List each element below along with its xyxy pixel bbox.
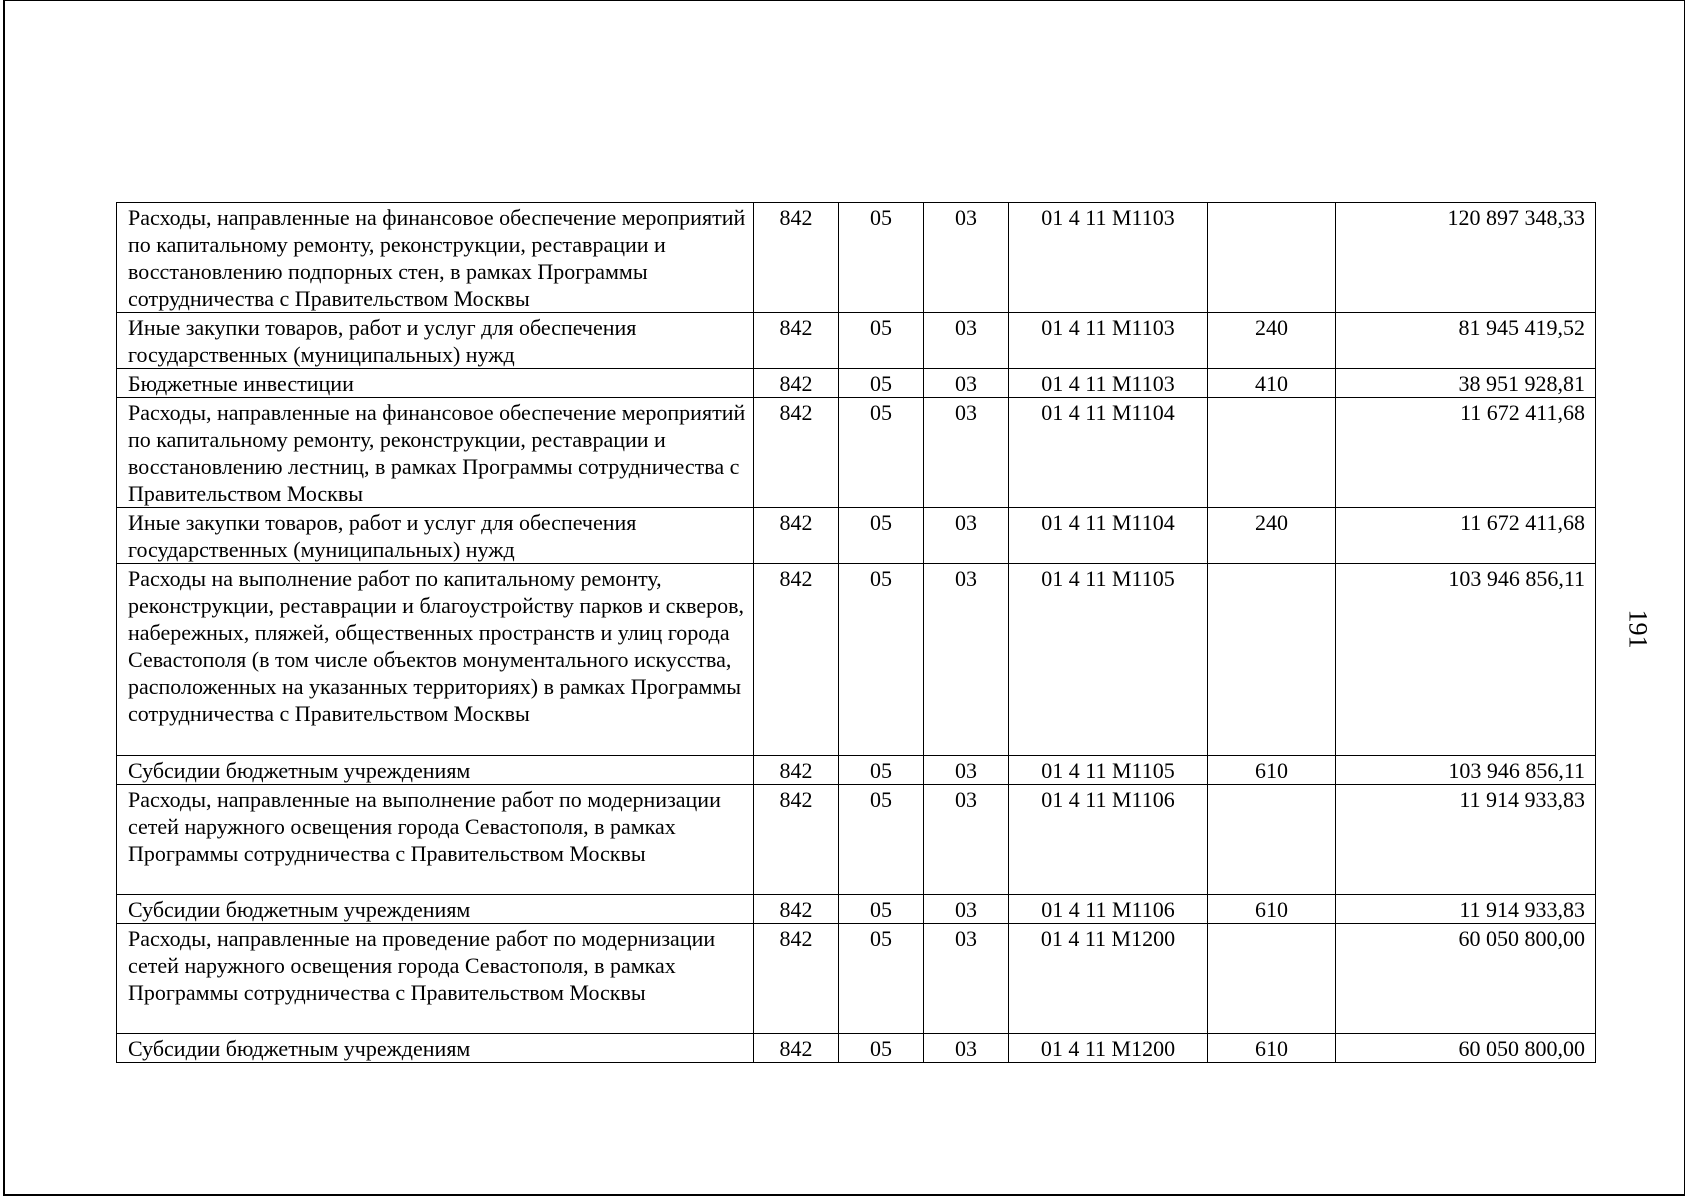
target-article-cell: 01 4 11 M1103 — [1009, 313, 1208, 369]
target-article-cell: 01 4 11 M1103 — [1009, 369, 1208, 398]
table-row — [117, 924, 1596, 1034]
target-article-cell: 01 4 11 M1104 — [1009, 508, 1208, 564]
amount-cell: 11 672 411,68 — [1336, 508, 1596, 564]
subsection-code-cell: 03 — [924, 756, 1009, 785]
gr-code-cell: 842 — [754, 203, 839, 313]
subsection-code-cell: 03 — [924, 895, 1009, 924]
expense-name-cell: Бюджетные инвестиции — [117, 369, 754, 398]
amount-cell: 103 946 856,11 — [1336, 756, 1596, 785]
section-code-cell: 05 — [839, 203, 924, 313]
target-article-cell: 01 4 11 M1103 — [1009, 203, 1208, 313]
target-article-cell: 01 4 11 M1105 — [1009, 564, 1208, 756]
subsection-code-cell: 03 — [924, 508, 1009, 564]
expense-type-cell — [1208, 785, 1336, 895]
expense-name-cell: Расходы, направленные на выполнение работ по модернизации сетей наружного освещения города Севастополя, в рамках Программы сотрудничества с Правительством Москвы — [117, 785, 754, 895]
subsection-code-cell: 03 — [924, 1034, 1009, 1063]
expense-name-cell: Расходы, направленные на финансовое обеспечение мероприятий по капитальному ремонту, реконструкции, реставрации и восстановлению лестниц, в рамках Программы сотрудничества с Правительством Москвы — [117, 398, 754, 508]
subsection-code-cell: 03 — [924, 203, 1009, 313]
expense-name-cell: Иные закупки товаров, работ и услуг для обеспечения государственных (муниципальных) нужд — [117, 313, 754, 369]
expense-type-cell: 410 — [1208, 369, 1336, 398]
expense-type-cell: 610 — [1208, 756, 1336, 785]
expense-type-cell — [1208, 564, 1336, 756]
subsection-code-cell: 03 — [924, 785, 1009, 895]
table-row — [117, 203, 1596, 313]
section-code-cell: 05 — [839, 756, 924, 785]
expense-type-cell: 240 — [1208, 508, 1336, 564]
expense-name-cell: Расходы, направленные на финансовое обеспечение мероприятий по капитальному ремонту, реконструкции, реставрации и восстановлению подпорных стен, в рамках Программы сотрудничества с Правительством Москвы — [117, 203, 754, 313]
target-article-cell: 01 4 11 M1200 — [1009, 1034, 1208, 1063]
section-code-cell: 05 — [839, 508, 924, 564]
table-row — [117, 1034, 1596, 1063]
target-article-cell: 01 4 11 M1200 — [1009, 924, 1208, 1034]
gr-code-cell: 842 — [754, 564, 839, 756]
table-row — [117, 508, 1596, 564]
expense-name-cell: Расходы на выполнение работ по капитальному ремонту, реконструкции, реставрации и благоустройству парков и скверов, набережных, пляжей, общественных пространств и улиц города Севастополя (в том числе объектов монументального искусства, расположенных на указанных территориях) в рамках Программы сотрудничества с Правительством Москвы — [117, 564, 754, 756]
table-row — [117, 369, 1596, 398]
subsection-code-cell: 03 — [924, 369, 1009, 398]
expense-name-cell: Иные закупки товаров, работ и услуг для обеспечения государственных (муниципальных) нужд — [117, 508, 754, 564]
amount-cell: 11 672 411,68 — [1336, 398, 1596, 508]
subsection-code-cell: 03 — [924, 398, 1009, 508]
section-code-cell: 05 — [839, 313, 924, 369]
gr-code-cell: 842 — [754, 369, 839, 398]
target-article-cell: 01 4 11 M1105 — [1009, 756, 1208, 785]
expense-type-cell: 610 — [1208, 1034, 1336, 1063]
subsection-code-cell: 03 — [924, 564, 1009, 756]
expense-name-cell: Субсидии бюджетным учреждениям — [117, 1034, 754, 1063]
section-code-cell: 05 — [839, 924, 924, 1034]
gr-code-cell: 842 — [754, 756, 839, 785]
expense-type-cell: 610 — [1208, 895, 1336, 924]
expense-name-cell: Расходы, направленные на проведение работ по модернизации сетей наружного освещения города Севастополя, в рамках Программы сотрудничества с Правительством Москвы — [117, 924, 754, 1034]
section-code-cell: 05 — [839, 895, 924, 924]
amount-cell: 120 897 348,33 — [1336, 203, 1596, 313]
expense-type-cell — [1208, 398, 1336, 508]
amount-cell: 81 945 419,52 — [1336, 313, 1596, 369]
expense-type-cell — [1208, 203, 1336, 313]
section-code-cell: 05 — [839, 785, 924, 895]
target-article-cell: 01 4 11 M1104 — [1009, 398, 1208, 508]
expense-type-cell: 240 — [1208, 313, 1336, 369]
expense-name-cell: Субсидии бюджетным учреждениям — [117, 756, 754, 785]
table-row — [117, 564, 1596, 756]
budget-table — [116, 202, 1596, 1063]
section-code-cell: 05 — [839, 564, 924, 756]
amount-cell: 11 914 933,83 — [1336, 895, 1596, 924]
gr-code-cell: 842 — [754, 313, 839, 369]
amount-cell: 103 946 856,11 — [1336, 564, 1596, 756]
gr-code-cell: 842 — [754, 1034, 839, 1063]
section-code-cell: 05 — [839, 1034, 924, 1063]
subsection-code-cell: 03 — [924, 313, 1009, 369]
target-article-cell: 01 4 11 M1106 — [1009, 895, 1208, 924]
expense-type-cell — [1208, 924, 1336, 1034]
subsection-code-cell: 03 — [924, 924, 1009, 1034]
gr-code-cell: 842 — [754, 924, 839, 1034]
table-row — [117, 398, 1596, 508]
section-code-cell: 05 — [839, 398, 924, 508]
gr-code-cell: 842 — [754, 785, 839, 895]
amount-cell: 38 951 928,81 — [1336, 369, 1596, 398]
gr-code-cell: 842 — [754, 895, 839, 924]
amount-cell: 60 050 800,00 — [1336, 924, 1596, 1034]
amount-cell: 60 050 800,00 — [1336, 1034, 1596, 1063]
amount-cell: 11 914 933,83 — [1336, 785, 1596, 895]
table-row — [117, 785, 1596, 895]
expense-name-cell: Субсидии бюджетным учреждениям — [117, 895, 754, 924]
target-article-cell: 01 4 11 M1106 — [1009, 785, 1208, 895]
table-row — [117, 756, 1596, 785]
page-number: 191 — [1623, 609, 1653, 649]
gr-code-cell: 842 — [754, 508, 839, 564]
gr-code-cell: 842 — [754, 398, 839, 508]
table-row — [117, 895, 1596, 924]
section-code-cell: 05 — [839, 369, 924, 398]
table-row — [117, 313, 1596, 369]
